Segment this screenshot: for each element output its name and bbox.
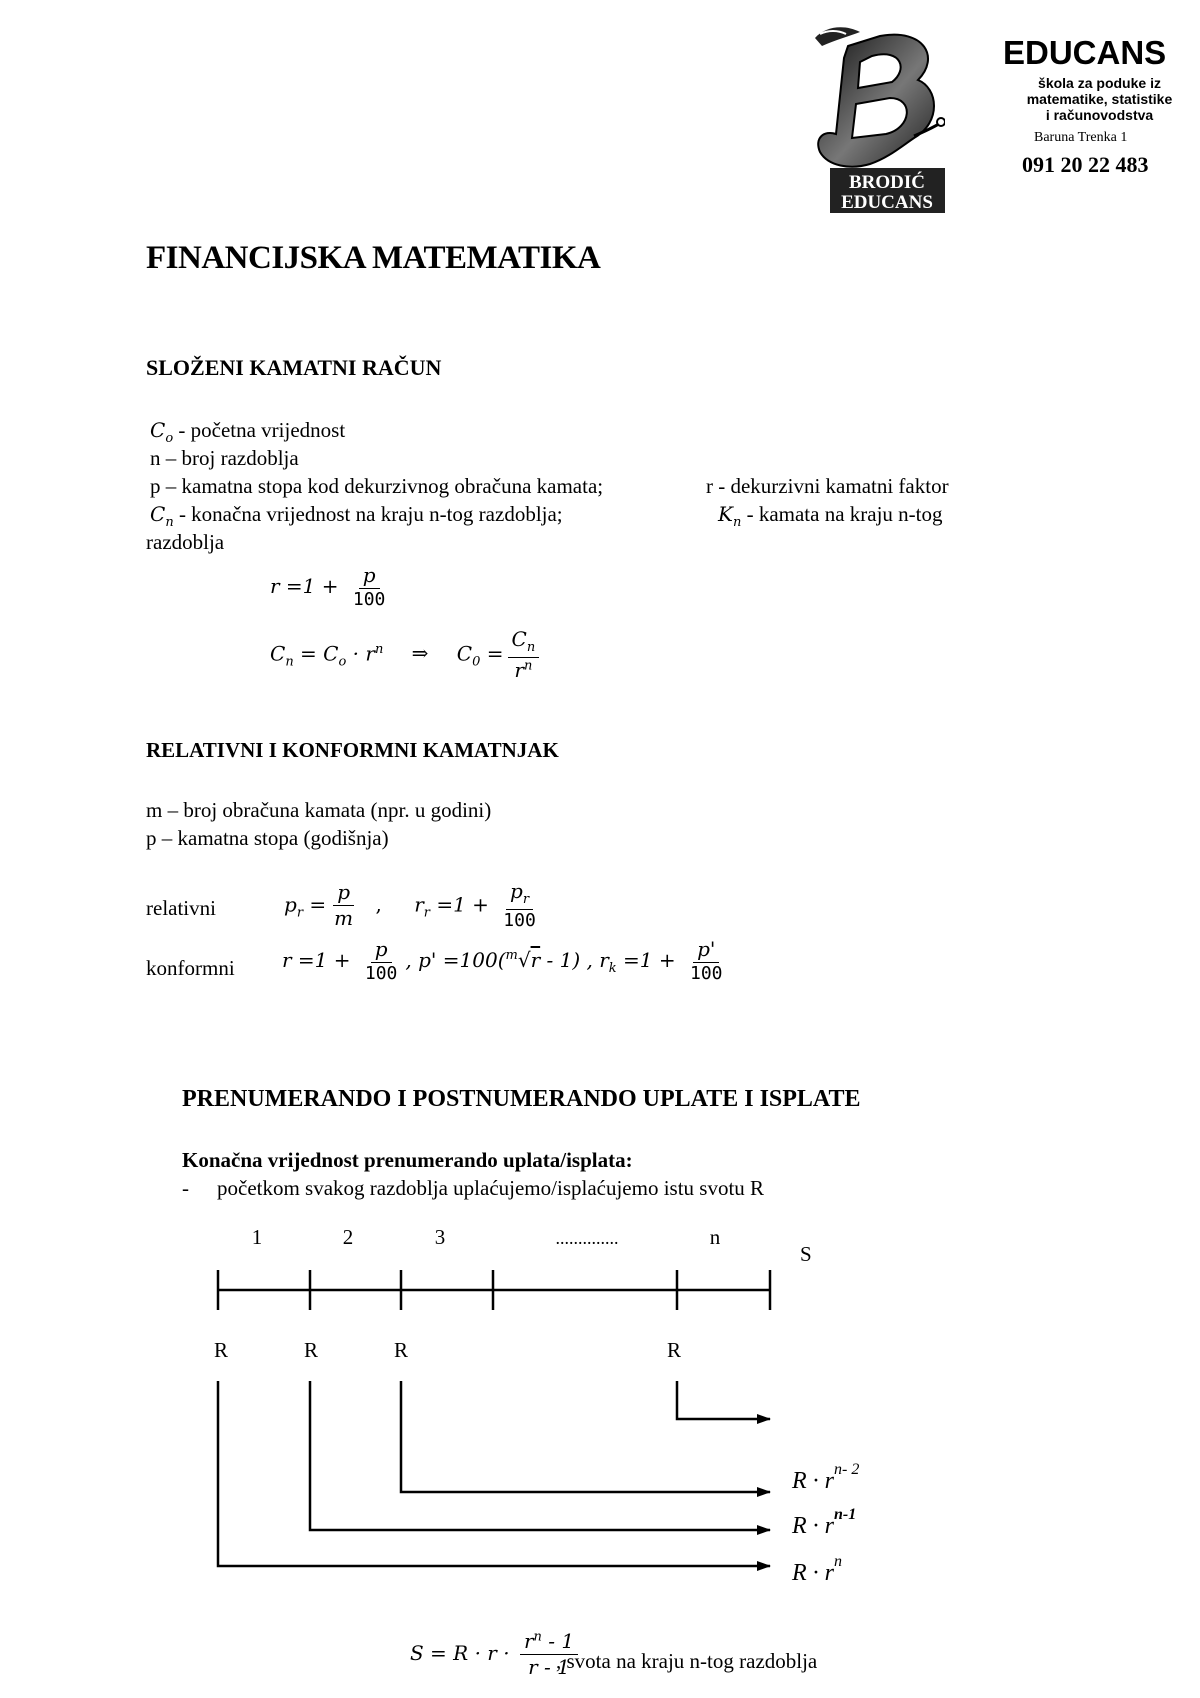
def-n: n – broj razdoblja [150,446,299,470]
bullet-text: početkom svakog razdoblja uplaćujemo/isplaćujemo istu svotu R [217,1176,765,1200]
result-r-n: $R \cdot r^n$ [792,1553,842,1586]
kn-desc: - kamata na kraju n-tog [741,502,943,526]
flow-arrow-last [677,1381,770,1419]
flow-arrow-3 [401,1381,770,1492]
timeline-label-1: 1 [251,1225,263,1249]
formula-relativni: $p_r$ = $\frac{p}{m}$ , $r_r =1$ + $\frac{p_r}{100}$ [284,879,536,931]
subheading-konacna: Konačna vrijednost prenumerando uplata/isplata: [182,1148,633,1172]
section-heading-slozeni: SLOŽENI KAMATNI RAČUN [146,355,442,380]
implies-arrow: ⇒ [411,641,429,666]
flow-arrow-1 [218,1381,770,1566]
label-konformni: konformni [146,956,235,980]
c0-symbol: $C_o$ [150,418,174,446]
c0-desc: - početna vrijednost [173,418,346,442]
formula-konformni: r =1 + $\frac{p}{100}$ , p' =100($^m$√r - 1) , $r_k =1$ + $\frac{p'}{100}$ [282,937,723,984]
payment-label-r: R [213,1338,229,1362]
kn-symbol: $K_n$ [718,502,742,530]
timeline-label-dots: .............. [555,1228,619,1248]
timeline-label-n: n [709,1225,721,1249]
cn-symbol: $C_n$ [150,502,174,530]
brand-name: EDUCANS [1003,34,1167,71]
brand-phone: 091 20 22 483 [1022,152,1149,177]
timeline-label-3: 3 [434,1225,446,1249]
result-r-n-2: $R \cdot r^{n- 2}$ [792,1461,860,1494]
formula-svota: S = R · r · $\frac{r^n - 1}{r - 1}$ [410,1630,582,1679]
formula-cn: $C_n = C_o \cdot r^n$ ⇒ $C_0$ = $\frac{C_n}{r^n}$ [270,628,543,682]
flow-arrow-2 [310,1381,770,1530]
page-title: FINANCIJSKA MATEMATIKA [146,240,601,276]
payment-label-r: R [666,1338,682,1362]
def-m: m – broj obračuna kamata (npr. u godini) [146,798,492,822]
formula-svota-desc: , svota na kraju n-tog razdoblja [556,1649,818,1673]
def-kn-cont: razdoblja [146,530,225,554]
logo-text-educans: EDUCANS [841,192,933,213]
timeline-label-2: 2 [342,1225,354,1249]
brand-sub-3: i računovodstva [1045,107,1154,123]
payment-label-r: R [303,1338,319,1362]
section-heading-relativni: RELATIVNI I KONFORMNI KAMATNJAK [146,738,559,762]
def-r: r - dekurzivni kamatni faktor [706,474,949,498]
brand-address: Baruna Trenka 1 [1034,130,1128,145]
result-r-n-1: $R \cdot r^{n-1}$ [792,1506,857,1539]
bullet-dash: - [182,1176,189,1200]
formula-r: r =1 + $\frac{p}{100}$ [270,563,386,610]
brand-sub-1: škola za poduke iz [1038,75,1161,91]
timeline-label-s: S [800,1242,812,1266]
def-p: p – kamatna stopa kod dekurzivnog obračuna kamata; [150,474,604,498]
cn-desc: - konačna vrijednost na kraju n-tog razdoblja; [173,502,563,526]
def-p-godisnja: p – kamatna stopa (godišnja) [146,826,389,850]
label-relativni: relativni [146,896,216,920]
payment-label-r: R [393,1338,409,1362]
section-heading-prenumerando: PRENUMERANDO I POSTNUMERANDO UPLATE I ISPLATE [182,1086,861,1112]
logo-text-brodic: BRODIĆ [848,172,926,193]
brand-sub-2: matematike, statistike [1026,91,1173,107]
